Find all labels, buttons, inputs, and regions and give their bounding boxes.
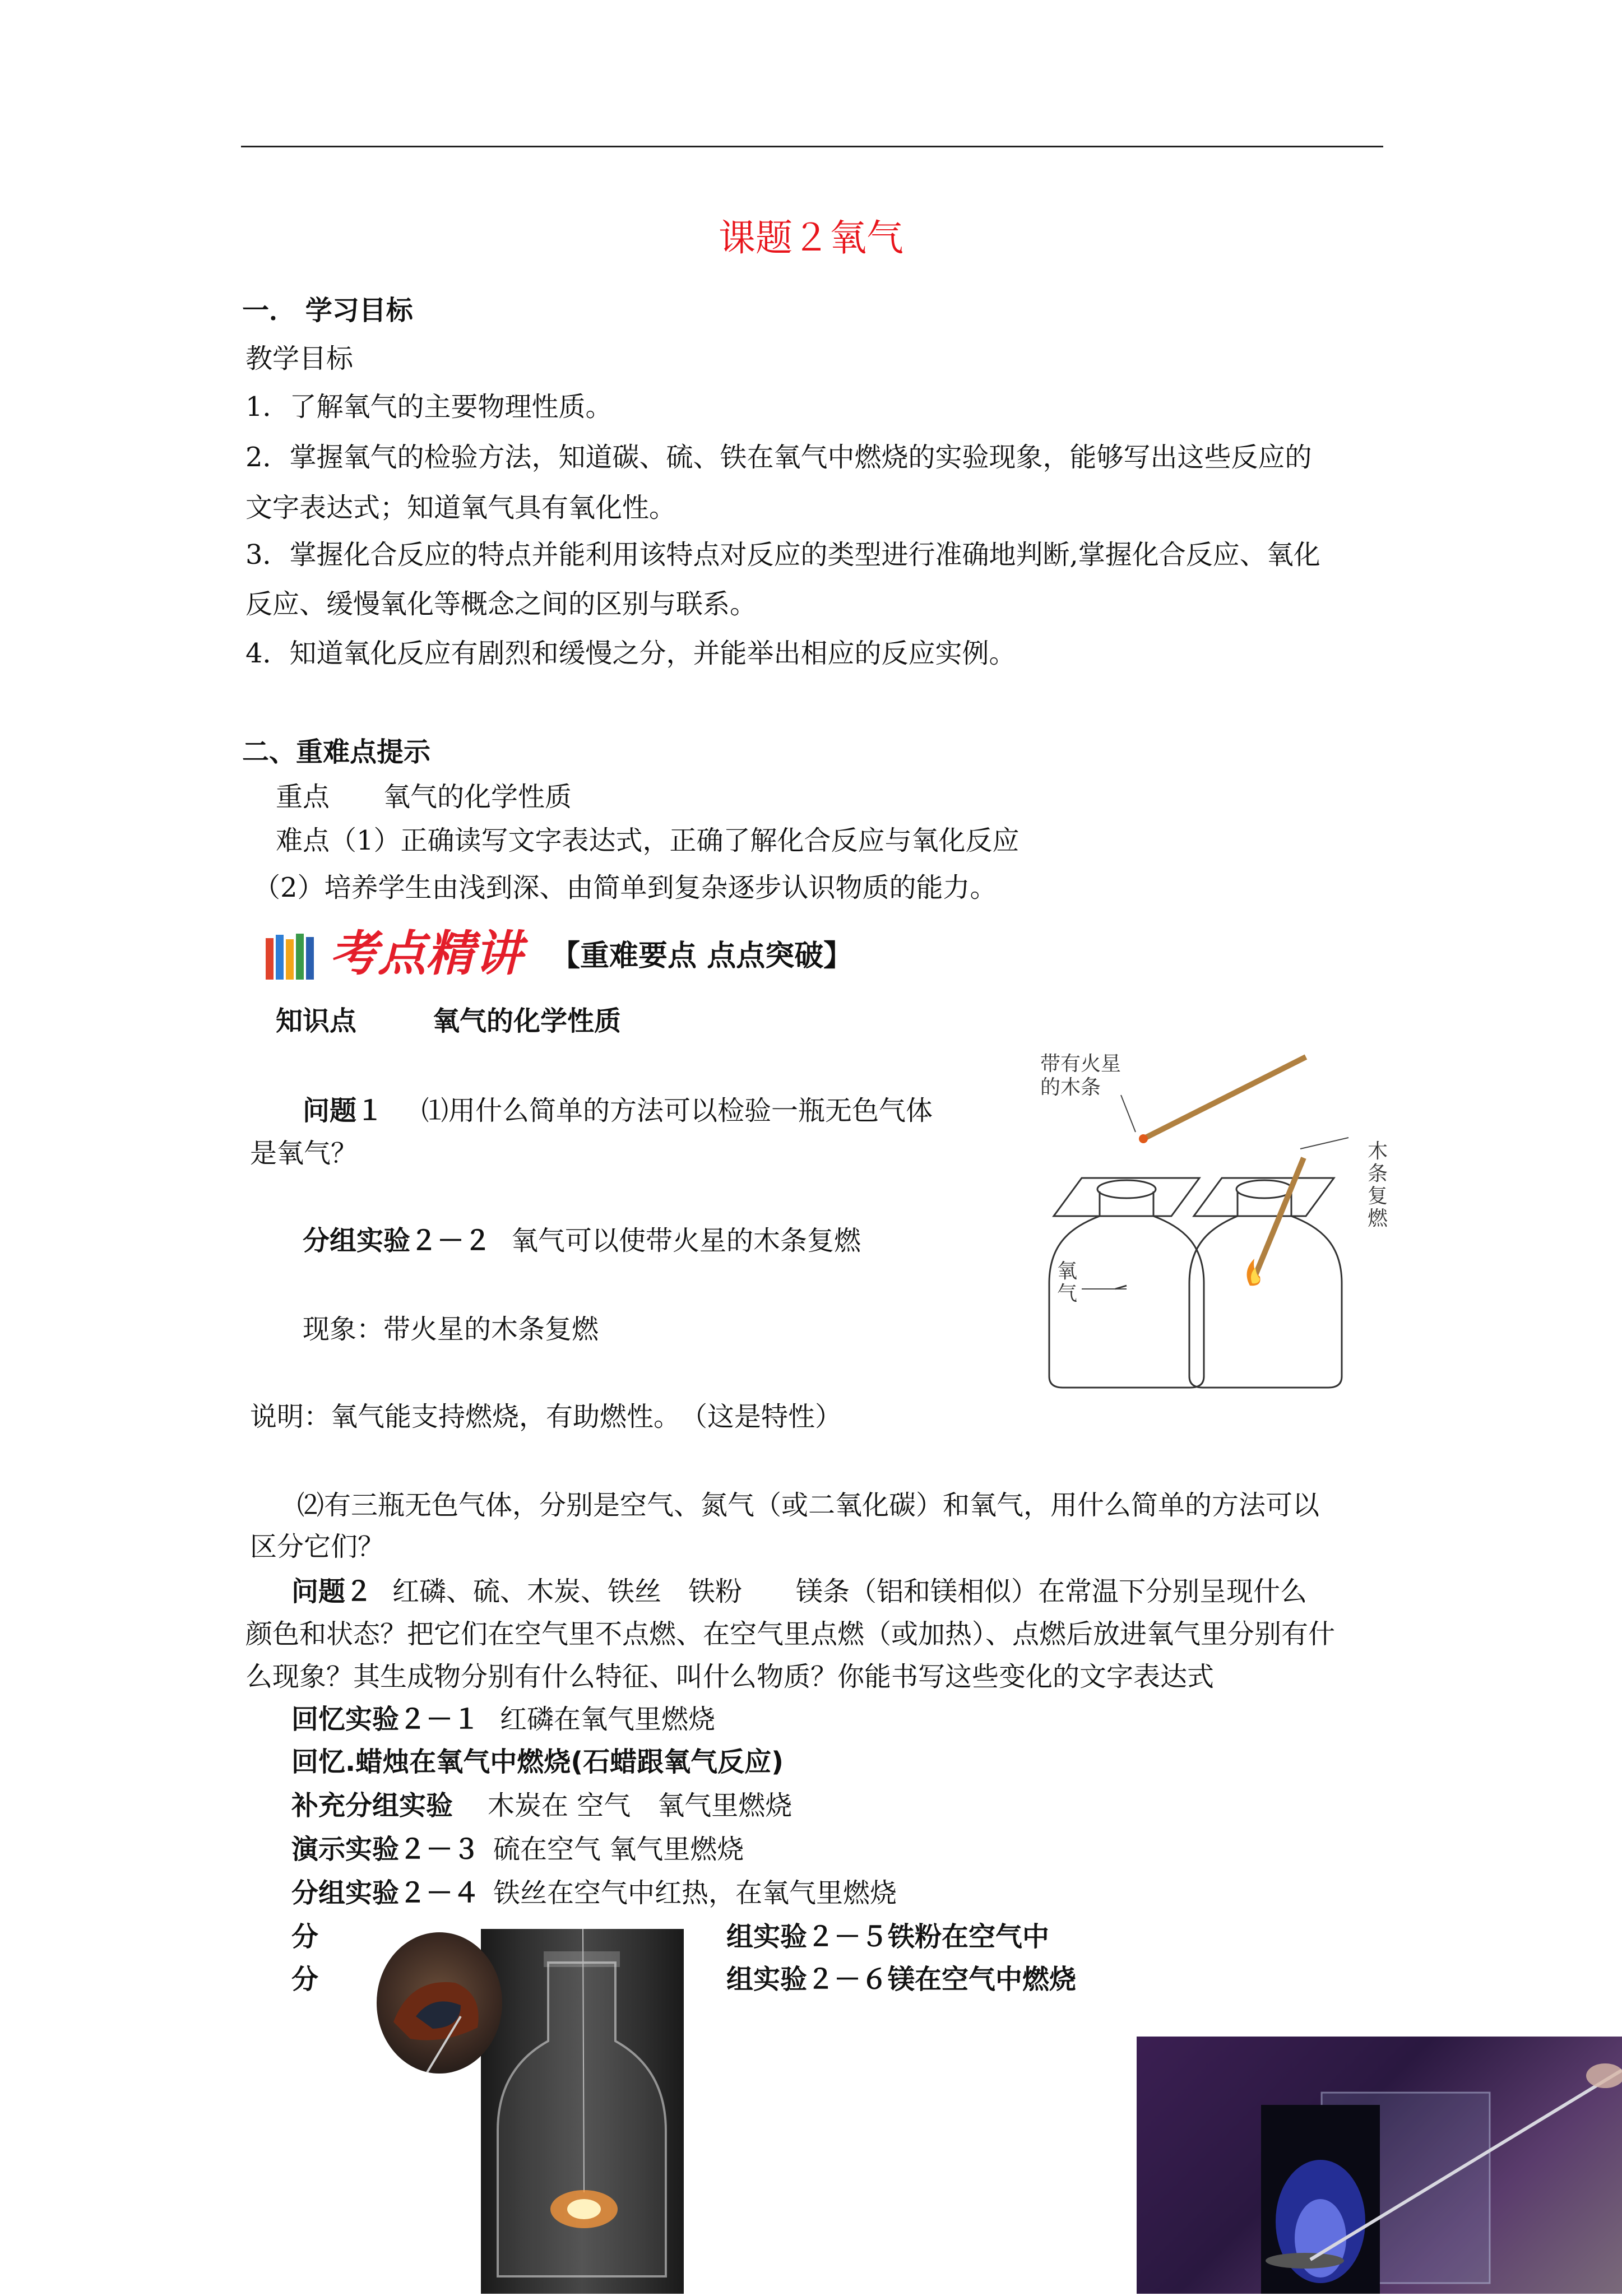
knowledge-point-label: 知识点 xyxy=(276,1005,357,1037)
explanation-text: 说明：氧气能支持燃烧，有助燃性。 （这是特性） xyxy=(250,1401,842,1432)
blue-flame-photo xyxy=(1137,2037,1622,2294)
goal-line: 4．知道氧化反应有剧烈和缓慢之分，并能举出相应的反应实例。 xyxy=(245,638,1016,669)
books-icon xyxy=(262,930,324,982)
label-oxygen-2: 气 xyxy=(1057,1282,1078,1305)
demo-experiment-label: 演示实验２－３ xyxy=(291,1834,480,1865)
question-2-text-cont: 颜色和状态？把它们在空气里不点燃、在空气里点燃（或加热）、点燃后放进氧气里分别有什 xyxy=(245,1618,1336,1650)
key-point-line: 重点 氧气的化学性质 xyxy=(276,781,572,813)
label-relight-2: 条 xyxy=(1368,1162,1388,1185)
supplement-experiment-label: 补充分组实验 xyxy=(291,1790,453,1821)
glass-plate-left xyxy=(1054,1178,1199,1216)
question-1-text-cont: 是氧气？ xyxy=(250,1138,358,1169)
iron-burning-photo xyxy=(481,1929,684,2294)
banner-subtitle: 【重难要点 点点突破】 xyxy=(551,939,853,973)
group-experiment-2-4-label: 分组实验２－４ xyxy=(291,1877,480,1909)
iron-close-up-photo xyxy=(377,1932,502,2074)
banner-title: 考点精讲 xyxy=(330,926,522,982)
question-1b-text-cont: 区分它们？ xyxy=(250,1531,385,1562)
question-1-text: ⑴用什么简单的方法可以检验一瓶无色气体 xyxy=(421,1095,933,1126)
experiment-2-2-text: 氧气可以使带火星的木条复燃 xyxy=(511,1225,861,1256)
label-relight-3: 复 xyxy=(1368,1185,1388,1208)
experiment-2-2-label: 分组实验２－２ xyxy=(303,1225,492,1256)
label-oxygen-1: 氧 xyxy=(1057,1260,1078,1283)
section-heading-key-points: 二、重难点提示 xyxy=(242,736,431,768)
section-heading-goals: 一． 学习目标 xyxy=(242,295,413,326)
question-2-text-cont: 么现象？其生成物分别有什么特征、叫什么物质？你能书写这些变化的文字表达式 xyxy=(245,1661,1215,1692)
group-experiment-2-5-prefix: 分 xyxy=(291,1921,319,1952)
glowing-splint-left xyxy=(1143,1057,1306,1139)
question-2-label: 问题２ xyxy=(291,1576,373,1607)
header-rule xyxy=(241,146,1383,147)
goal-line: 文字表达式；知道氧气具有氧化性。 xyxy=(245,492,676,523)
group-experiment-2-6-text: 组实验２－６镁在空气中燃烧 xyxy=(726,1964,1077,1995)
knowledge-point-topic: 氧气的化学性质 xyxy=(433,1005,622,1037)
goal-line: 1．了解氧气的主要物理性质。 xyxy=(245,391,613,423)
question-1-label: 问题１ xyxy=(303,1095,384,1126)
recall-experiment-text: 红磷在氧气里燃烧 xyxy=(500,1704,716,1735)
label-relight-4: 燃 xyxy=(1368,1207,1388,1230)
jar-right xyxy=(1189,1191,1342,1388)
glass-plate-right xyxy=(1194,1178,1334,1216)
recall-candle-text: 回忆.蜡烛在氧气中燃烧(石蜡跟氧气反应) xyxy=(291,1746,784,1778)
oxygen-jars-figure xyxy=(1037,1048,1424,1395)
label-splint: 带有火星 xyxy=(1040,1052,1122,1075)
difficulty-line: 难点（1）正确读写文字表达式，正确了解化合反应与氧化反应 xyxy=(276,825,1019,856)
label-relight-1: 木 xyxy=(1368,1140,1388,1163)
page-title: 课题２氧气 xyxy=(719,216,903,259)
difficulty-line: （2）培养学生由浅到深、由简单到复杂逐步认识物质的能力。 xyxy=(253,872,997,903)
goal-line: 3．掌握化合反应的特点并能利用该特点对反应的类型进行准确地判断,掌握化合反应、氧化 xyxy=(245,539,1320,570)
goal-line: 2．掌握氧气的检验方法，知道碳、硫、铁在氧气中燃烧的实验现象，能够写出这些反应的 xyxy=(245,442,1312,473)
group-experiment-2-6-prefix: 分 xyxy=(291,1964,319,1995)
phenomenon-text: 现象：带火星的木条复燃 xyxy=(303,1314,599,1345)
question-2-text: 红磷、硫、木炭、铁丝 铁粉 镁条（铝和镁相似）在常温下分别呈现什么 xyxy=(392,1576,1308,1607)
group-experiment-2-5-text: 组实验２－５铁粉在空气中 xyxy=(726,1921,1050,1952)
subheading-teaching-goals: 教学目标 xyxy=(245,343,354,374)
goal-line: 反应、缓慢氧化等概念之间的区别与联系。 xyxy=(245,588,757,620)
label-splint-2: 的木条 xyxy=(1040,1076,1101,1099)
question-1b-text: ⑵有三瓶无色气体，分别是空气、氮气（或二氧化碳）和氧气，用什么简单的方法可以 xyxy=(297,1490,1320,1521)
group-experiment-2-4-text: 铁丝在空气中红热，在氧气里燃烧 xyxy=(493,1877,897,1909)
demo-experiment-text: 硫在空气 氧气里燃烧 xyxy=(493,1834,744,1865)
supplement-experiment-text: 木炭在 空气 氧气里燃烧 xyxy=(488,1790,793,1821)
recall-experiment-label: 回忆实验２－１ xyxy=(291,1704,480,1735)
